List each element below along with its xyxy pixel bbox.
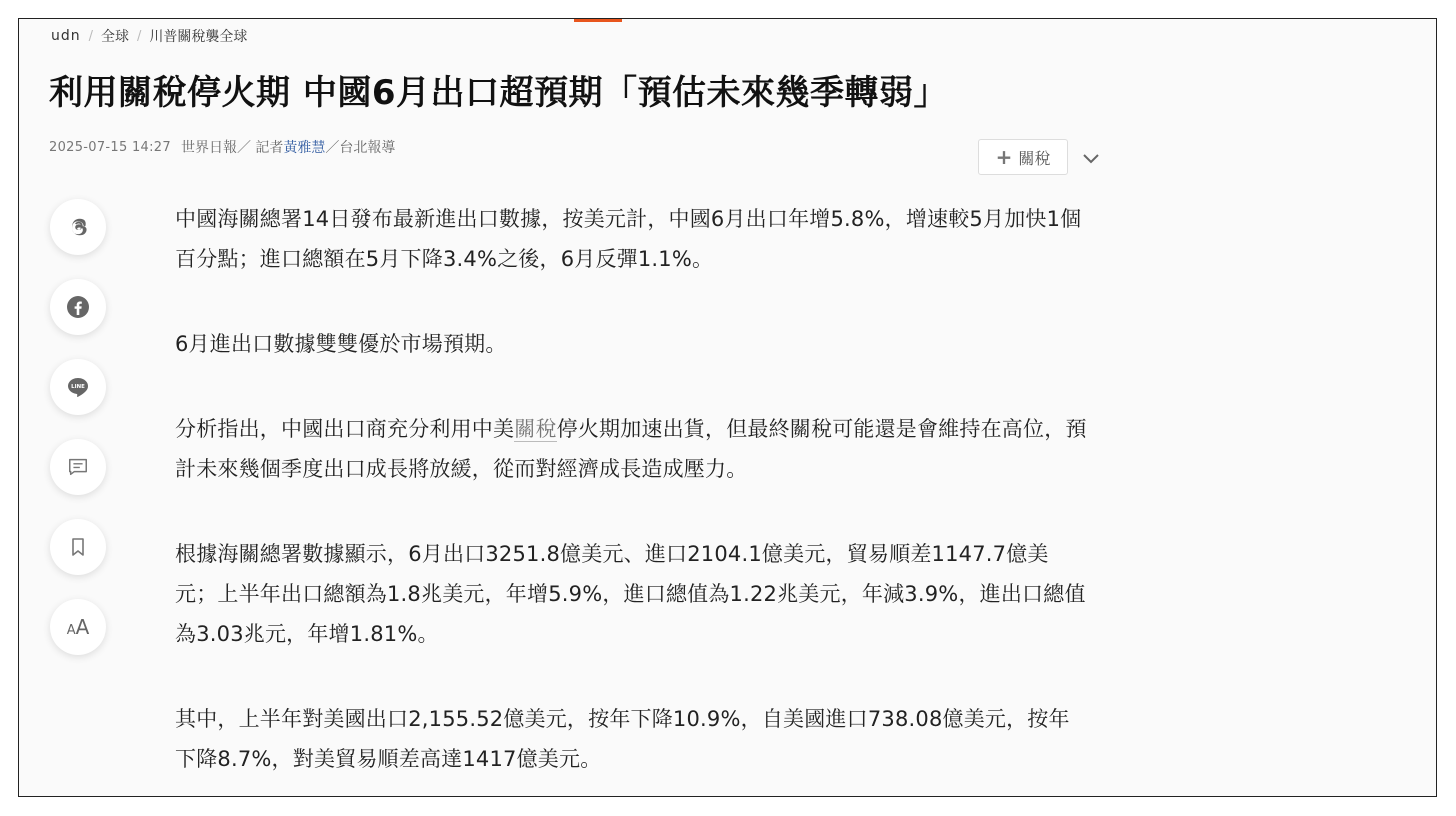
- article-location: ／台北報導: [325, 140, 396, 156]
- browser-frame: [18, 18, 1437, 797]
- article-paragraph: 6月進出口數據雙雙優於市場預期。: [175, 332, 507, 356]
- article-paragraph: 分析指出，中國出口商充分利用中美關稅停火期加速出貨，但最終關稅可能還是會維持在高位，預計未來幾個季度出口成長將放緩，從而對經濟成長造成壓力。: [175, 417, 1087, 481]
- share-threads-button[interactable]: [50, 199, 106, 255]
- breadcrumb-global[interactable]: 全球: [101, 29, 130, 45]
- article-title: 利用關稅停火期 中國6月出口超預期「預估未來幾季轉弱」: [49, 73, 948, 113]
- breadcrumb-home[interactable]: udn: [51, 28, 81, 44]
- font-size-button[interactable]: [50, 599, 106, 655]
- share-rail: [50, 199, 106, 679]
- article-meta: [49, 137, 395, 157]
- reporter-link[interactable]: 黃雅慧: [283, 140, 326, 156]
- bookmark-button[interactable]: [50, 519, 106, 575]
- breadcrumb-topic[interactable]: 川普關稅襲全球: [149, 29, 248, 45]
- article-paragraph: 根據海關總署數據顯示，6月出口3251.8億美元、進口2104.1億美元，貿易順差1147.7億美元；上半年出口總額為1.8兆美元，年增5.9%，進口總值為1.22兆美元，年減3.9%，進出口總值為3.03兆元，年增1.81%。: [175, 542, 1086, 646]
- comment-button[interactable]: [50, 439, 106, 495]
- article-source: 世界日報／ 記者: [180, 140, 284, 156]
- tag-link-tariff[interactable]: 關稅: [514, 417, 557, 441]
- breadcrumb-separator: /: [137, 28, 142, 44]
- facebook-icon: [66, 295, 90, 319]
- expand-tags-button[interactable]: [1077, 145, 1105, 171]
- top-accent-bar: [574, 19, 622, 22]
- plus-icon: +: [995, 145, 1013, 169]
- threads-icon: [67, 216, 89, 238]
- article-paragraph: 中國海關總署14日發布最新進出口數據，按美元計，中國6月出口年增5.8%，增速較5月加快1個百分點；進口總額在5月下降3.4%之後，6月反彈1.1%。: [175, 207, 1082, 271]
- article-paragraph: 其中，上半年對美國出口2,155.52億美元，按年下降10.9%，自美國進口738.08億美元，按年下降8.7%，對美貿易順差高達1417億美元。: [175, 707, 1070, 771]
- svg-text:LINE: LINE: [71, 384, 85, 391]
- publish-date: 2025-07-15 14:27: [49, 139, 171, 155]
- follow-tag-button[interactable]: [978, 139, 1068, 175]
- breadcrumb-separator: /: [88, 28, 94, 44]
- font-size-icon: AA: [66, 615, 90, 639]
- bookmark-icon: [69, 537, 87, 557]
- article-body: [175, 199, 1090, 797]
- chevron-down-icon: [1082, 152, 1100, 164]
- line-icon: [66, 375, 90, 399]
- comment-icon: [67, 456, 89, 478]
- breadcrumb: [51, 25, 247, 47]
- follow-tag-label: 關稅: [1018, 148, 1051, 168]
- share-line-button[interactable]: [50, 359, 106, 415]
- share-facebook-button[interactable]: [50, 279, 106, 335]
